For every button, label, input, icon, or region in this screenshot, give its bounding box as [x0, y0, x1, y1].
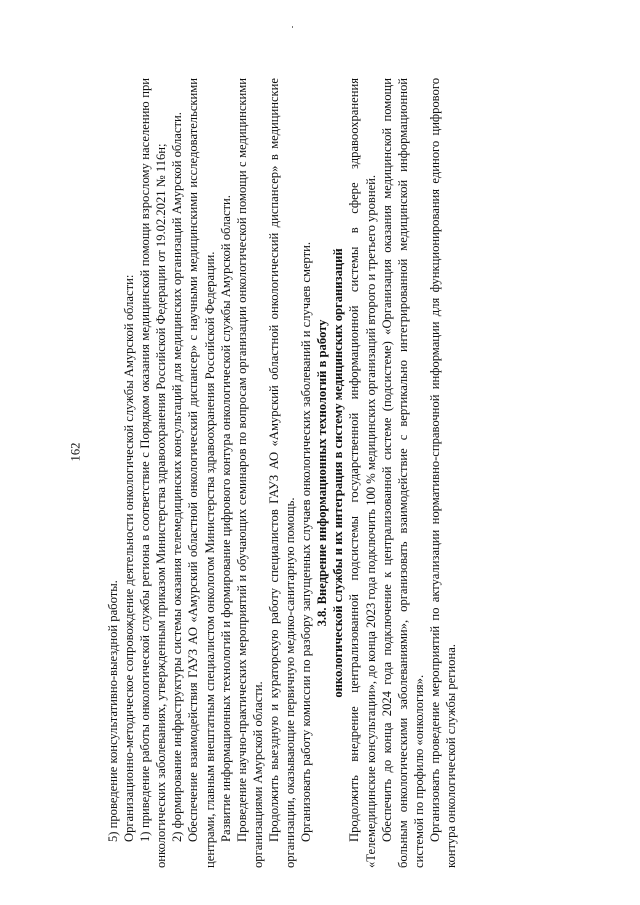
paragraph: Организовать работу комиссии по разбору запущенных случаев онкологических заболеваний и случаев смерти. [299, 241, 314, 842]
paragraph: Организационно-методическое сопровождение деятельности онкологической службы Амурской области: [122, 274, 137, 842]
rotated-text-body [105, 78, 459, 868]
page-number: 162 [68, 442, 83, 462]
section-heading [314, 78, 346, 868]
section-heading-line: 3.8. Внедрение информационных технологий в работу [315, 319, 330, 627]
scan-speck [292, 26, 293, 28]
paragraph: Продолжить выездную и кураторскую работу специалистов ГАУЗ АО «Амурский областной онкологический диспансер» в медицинские организации, оказывающие первичную медико-санитарную помощь. [266, 78, 298, 868]
paragraph: Проведение научно-практических мероприятий и обучающих семинаров по вопросам организации онкологической помощи с медицинскими организациями Амурской области. [234, 78, 265, 868]
section-heading-line: онкологической службы и их интеграция в систему медицинских организаций [331, 248, 346, 698]
paragraph: Организовать проведение мероприятий по актуализации нормативно-справочной информации для функционирования единого цифрового контура онкологической службы региона. [427, 78, 458, 868]
paragraph: Продолжить внедрение централизованной подсистемы государственной информационной системы в сфере здравоохранения «Телемедицинские консультации», до конца 2023 года подключить 100 % медицинских организаций второго и третьего уровней. [347, 78, 378, 868]
paragraph: 2) формирование инфраструктуры системы оказания телемедицинских консультаций для медицинских организаций Амурской области. [170, 112, 185, 842]
section-top [105, 78, 314, 868]
paragraph: 1) приведение работы онкологической службы региона в соответствие с Порядком оказания медицинской помощи взрослому населению при онкологических заболеваниях, утвержденным приказом Министерства здравоохранения Российской Федерации от 19.02.2021 № 116н; [138, 78, 169, 868]
paragraph: Развитие информационных технологий и формирование цифрового контура онкологической службы Амурской области. [218, 195, 233, 842]
section-bottom [346, 78, 459, 868]
paragraph: 5) проведение консультативно-выездной работы. [106, 580, 120, 842]
paragraph: Обеспечить до конца 2024 года подключение к централизованной системе (подсистеме) «Организация оказания медицинской помощи больным онкологическими заболеваниями», организовать взаимодействие с вертикально интегрированной медицинской информационной системой по профилю «онкология». [379, 78, 426, 868]
paragraph: Обеспечение взаимодействия ГАУЗ АО «Амурский областной онкологический диспансер» с научными медицинскими исследовательскими центрами, главным внештатным специалистом онкологом Министерства здравоохранения Российской Федерации. [186, 78, 217, 868]
